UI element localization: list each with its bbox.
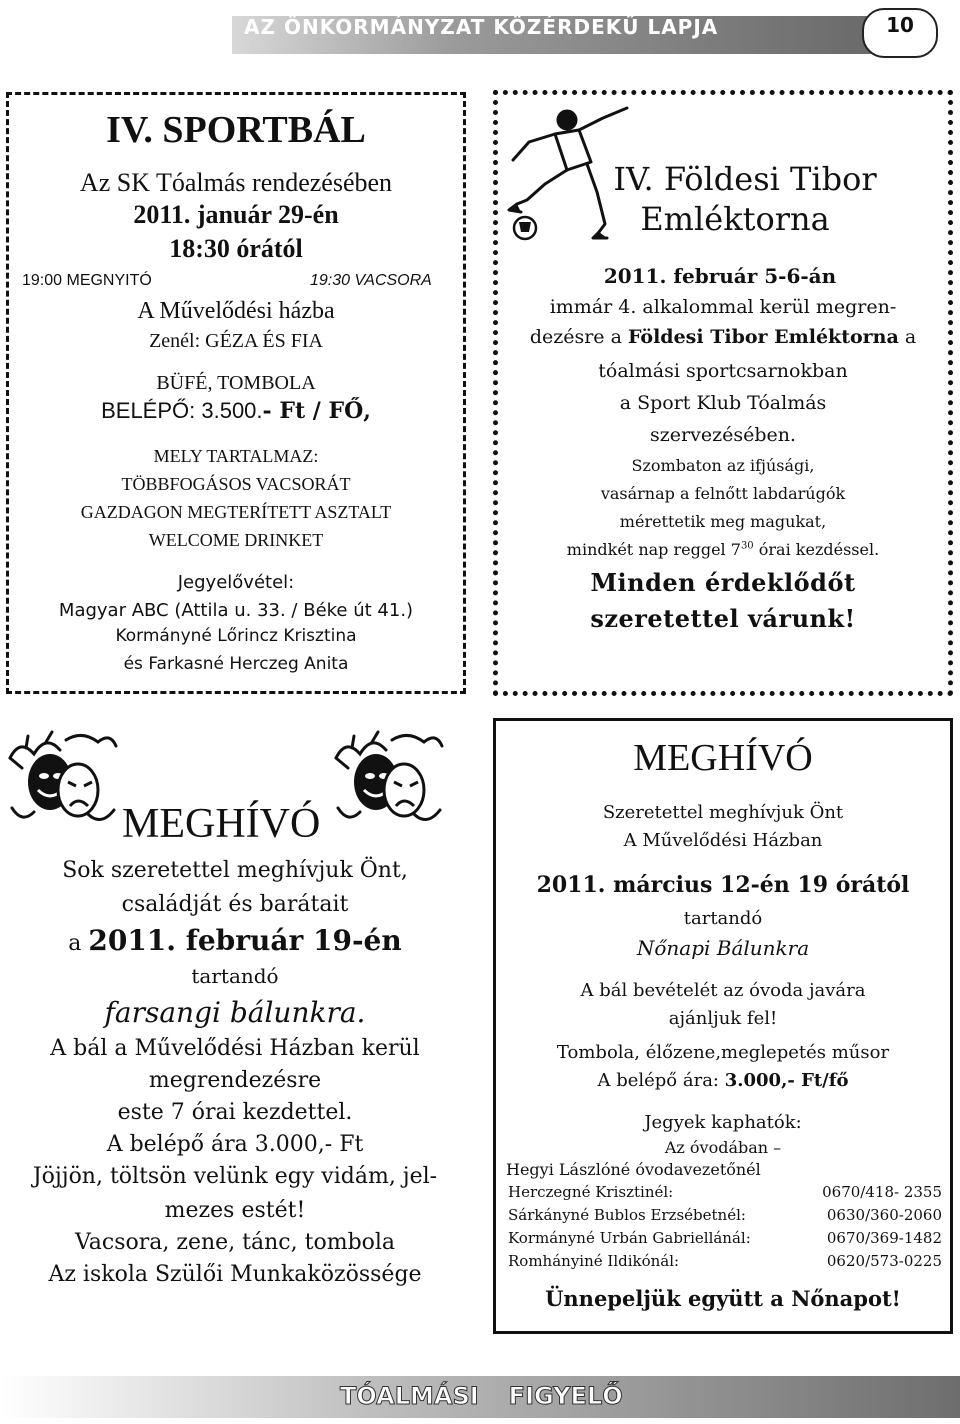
foldesi-line-2b: Földesi Tibor Emléktorna bbox=[627, 326, 899, 348]
contact-phone: 0670/369-1482 bbox=[826, 1228, 942, 1247]
nonapi-line-7: Tombola, élőzene,meglepetés műsor bbox=[556, 1042, 890, 1063]
foldesi-date: 2011. február 5-6-án bbox=[603, 264, 837, 288]
foldesi-title-1: IV. Földesi Tibor bbox=[613, 160, 877, 198]
sportbal-entry bbox=[6, 398, 466, 424]
foldesi-line-9a: mindkét nap reggel 7 bbox=[566, 540, 741, 559]
nonapi-closing: Ünnepeljük együtt a Nőnapot! bbox=[545, 1286, 901, 1311]
farsang-line-8: este 7 órai kezdettel. bbox=[117, 1100, 353, 1125]
sportbal-includes-2: GAZDAGON MEGTERÍTETT ASZTALT bbox=[80, 502, 392, 522]
foldesi-line-9-sup: 30 bbox=[740, 540, 754, 552]
farsang-line-11: mezes estét! bbox=[164, 1198, 306, 1223]
farsang-line-2: családját és barátait bbox=[121, 892, 349, 917]
foldesi-closing-2: szeretettel várunk! bbox=[590, 604, 856, 633]
sportbal-venue: A Művelődési házba bbox=[137, 298, 335, 324]
nonapi-line-8 bbox=[496, 1070, 950, 1091]
nonapi-title: MEGHÍVÓ bbox=[633, 737, 813, 779]
farsang-line-5: farsangi bálunkra. bbox=[104, 996, 366, 1029]
theater-masks-icon bbox=[6, 728, 118, 832]
farsang-line-4: tartandó bbox=[191, 964, 279, 988]
contact-name: Kormányné Urbán Gabriellánál: bbox=[508, 1228, 751, 1247]
contact-name: Sárkányné Bublos Erzsébetnél: bbox=[508, 1205, 746, 1224]
nonapi-line-2: A Művelődési Házban bbox=[623, 830, 823, 851]
nonapi-tickets-title: Jegyek kaphatók: bbox=[644, 1112, 802, 1133]
sportbal-dinner: 19:30 VACSORA bbox=[310, 272, 432, 289]
page-number: 10 bbox=[886, 13, 914, 37]
contact-phone: 0670/418- 2355 bbox=[822, 1182, 942, 1201]
foldesi-title-2: Emléktorna bbox=[640, 200, 830, 238]
farsang-line-7: megrendezésre bbox=[148, 1068, 322, 1093]
foldesi-line-1: immár 4. alkalommal kerül megren- bbox=[549, 296, 897, 318]
header-title: AZ ÖNKORMÁNYZAT KÖZÉRDEKŰ LAPJA bbox=[244, 15, 719, 39]
sportbal-music: Zenél: GÉZA ÉS FIA bbox=[149, 330, 323, 352]
contact-name: Romhányiné Ildikónál: bbox=[508, 1251, 680, 1270]
contact-row bbox=[508, 1180, 948, 1203]
foldesi-line-2a: dezésre a bbox=[529, 326, 628, 348]
foldesi-line-2c: a bbox=[898, 326, 917, 348]
nonapi-line-1: Szeretettel meghívjuk Önt bbox=[602, 802, 844, 823]
nonapi-line-5: A bál bevételét az óvoda javára bbox=[580, 980, 866, 1001]
sportbal-reservation-names-2: és Farkasné Herczeg Anita bbox=[123, 654, 349, 674]
sportbal-includes-3: WELCOME DRINKET bbox=[148, 530, 324, 550]
sportbal-includes-1: TÖBBFOGÁSOS VACSORÁT bbox=[121, 474, 351, 494]
nonapi-tickets-sub: Az óvodában – bbox=[664, 1138, 782, 1157]
sportbal-entry-label: BELÉPŐ: 3.500. bbox=[101, 398, 263, 423]
contact-name: Herczegné Krisztinél: bbox=[508, 1182, 674, 1201]
farsang-line-13: Az iskola Szülői Munkaközössége bbox=[48, 1262, 422, 1287]
contact-phone: 0620/573-0225 bbox=[826, 1251, 942, 1270]
nonapi-line-8b: 3.000,- Ft/fő bbox=[724, 1070, 849, 1091]
farsang-line-6: A bál a Művelődési Házban kerül bbox=[50, 1036, 420, 1061]
nonapi-line-6: ajánljuk fel! bbox=[668, 1008, 778, 1029]
nonapi-line-4: Nőnapi Bálunkra bbox=[636, 936, 810, 960]
foldesi-closing-1: Minden érdeklődőt bbox=[590, 568, 856, 597]
foldesi-line-9 bbox=[498, 540, 948, 559]
footer-title bbox=[340, 1382, 700, 1410]
farsang-line-9: A belépő ára 3.000,- Ft bbox=[106, 1132, 364, 1157]
farsang-line-10: Jöjjön, töltsön velünk egy vidám, jel- bbox=[32, 1164, 438, 1189]
farsang-line-3b: 2011. február 19-én bbox=[88, 924, 402, 957]
sportbal-date: 2011. január 29-én bbox=[133, 200, 339, 229]
nonapi-line-8a: A belépő ára: bbox=[597, 1070, 725, 1091]
foldesi-line-7: vasárnap a felnőtt labdarúgók bbox=[600, 484, 846, 503]
contact-row bbox=[508, 1226, 948, 1249]
foldesi-line-3: tóalmási sportcsarnokban bbox=[598, 360, 848, 382]
nonapi-date: 2011. március 12-én 19 órától bbox=[536, 872, 910, 898]
foldesi-line-4: a Sport Klub Tóalmás bbox=[619, 392, 827, 414]
foldesi-line-8: mérettetik meg magukat, bbox=[619, 512, 827, 531]
nonapi-tickets-head: Hegyi Lászlóné óvodavezetőnél bbox=[506, 1160, 761, 1179]
foldesi-line-6: Szombaton az ifjúsági, bbox=[631, 456, 815, 475]
sportbal-time: 18:30 órától bbox=[169, 234, 303, 263]
sportbal-includes-title: MELY TARTALMAZ: bbox=[153, 446, 319, 466]
farsang-line-1: Sok szeretettel meghívjuk Önt, bbox=[62, 858, 408, 883]
farsang-line-12: Vacsora, zene, tánc, tombola bbox=[74, 1230, 396, 1255]
foldesi-line-9b: órai kezdéssel. bbox=[753, 540, 880, 559]
contact-row bbox=[508, 1203, 948, 1226]
contact-phone: 0630/360-2060 bbox=[826, 1205, 942, 1224]
farsang-title: MEGHÍVÓ bbox=[122, 801, 321, 847]
contact-row bbox=[508, 1249, 948, 1272]
nonapi-line-3: tartandó bbox=[683, 908, 763, 929]
sportbal-title: IV. SPORTBÁL bbox=[106, 109, 366, 151]
foldesi-line-2 bbox=[498, 326, 948, 348]
sportbal-opening: 19:00 MEGNYITÓ bbox=[22, 272, 152, 289]
footer-word-2: FIGYELŐ bbox=[508, 1382, 623, 1410]
sportbal-reservation-place: Magyar ABC (Attila u. 33. / Béke út 41.) bbox=[58, 600, 414, 621]
sportbal-organizer: Az SK Tóalmás rendezésében bbox=[79, 168, 393, 197]
theater-masks-icon-2 bbox=[330, 728, 446, 832]
contacts-table bbox=[508, 1180, 948, 1272]
farsang-line-3a: a bbox=[68, 931, 89, 956]
sportbal-reservation-title: Jegyelővétel: bbox=[177, 572, 295, 593]
footer-word-1: TÓALMÁSI bbox=[340, 1382, 479, 1410]
sportbal-reservation-names-1: Kormányné Lőrincz Krisztina bbox=[115, 626, 357, 646]
sportbal-entry-suffix: - Ft / FŐ, bbox=[262, 398, 371, 424]
foldesi-line-5: szervezésében. bbox=[650, 424, 796, 446]
farsang-line-3 bbox=[0, 924, 470, 957]
sportbal-buffet: BÜFÉ, TOMBOLA bbox=[156, 372, 316, 394]
